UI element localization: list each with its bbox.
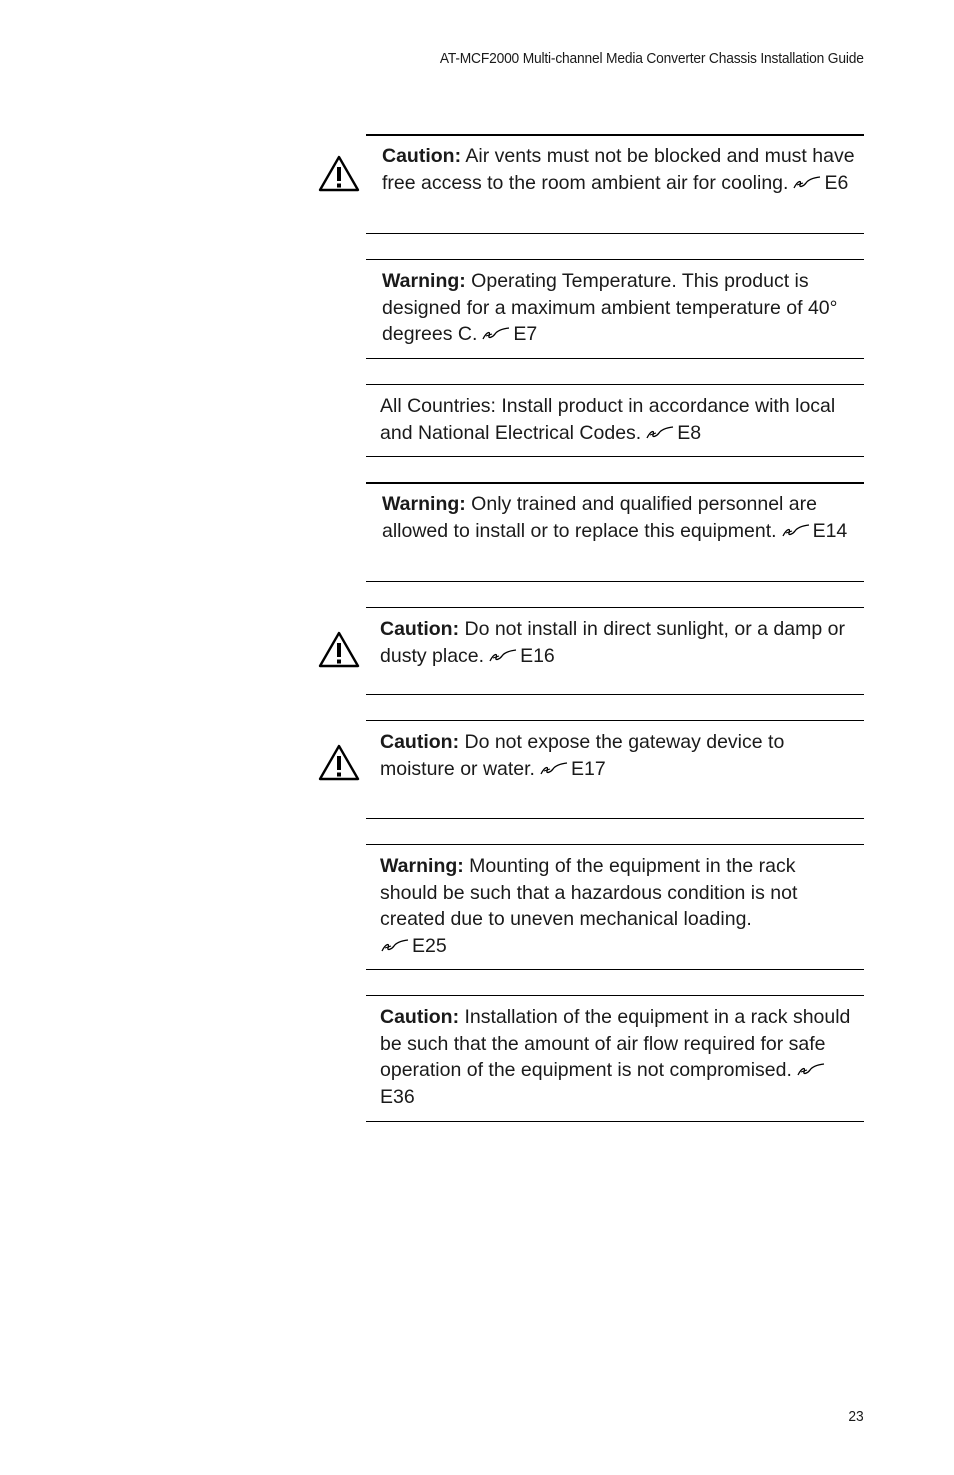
- pen-reference-icon: [539, 762, 569, 776]
- notice-body: Operating Temperature. This product is designed for a maximum ambient temperature of 40° degrees C.: [382, 270, 838, 345]
- notice-ref: E25: [412, 934, 447, 957]
- pen-reference-icon: [380, 939, 410, 953]
- notice-body: Do not expose the gateway device to moisture or water.: [380, 731, 785, 780]
- notice-body: Only trained and qualified personnel are allowed to install or to replace this equipment.: [382, 493, 817, 542]
- notice-caution-e6: [366, 134, 864, 234]
- notice-ref: E8: [677, 421, 702, 444]
- notice-label: Warning:: [382, 493, 466, 515]
- notice-caution-e17: [366, 720, 864, 819]
- notice-label: Caution:: [380, 1006, 460, 1028]
- pen-reference-icon: [645, 426, 675, 440]
- notice-label: Warning:: [380, 855, 464, 877]
- notice-caution-e36: [366, 995, 864, 1122]
- notice-label: Warning:: [382, 270, 466, 292]
- page-number: 23: [848, 1408, 864, 1425]
- pen-reference-icon: [796, 1063, 826, 1077]
- notice-warning-e25: [366, 844, 864, 970]
- notice-ref: E36: [380, 1085, 415, 1108]
- notice-text: [380, 616, 856, 669]
- notice-text: [380, 853, 856, 959]
- notice-body: All Countries: Install product in accordance with local and National Electrical Codes.: [380, 395, 836, 444]
- pen-reference-icon: [792, 176, 822, 190]
- notice-ref: E16: [520, 644, 555, 667]
- pen-reference-icon: [781, 524, 811, 538]
- notice-label: Caution:: [380, 618, 460, 640]
- notice-text: [380, 393, 856, 446]
- notice-text: [382, 143, 856, 196]
- notice-text: [380, 1004, 856, 1110]
- notice-ref: E6: [824, 171, 849, 194]
- notice-warning-e14: [366, 482, 864, 582]
- notice-body: Do not install in direct sunlight, or a damp or dusty place.: [380, 618, 845, 667]
- notice-ref: E14: [812, 519, 848, 542]
- notice-text: [382, 268, 856, 348]
- notice-warning-e7: [366, 259, 864, 359]
- notice-label: Caution:: [380, 731, 460, 753]
- notice-text: [382, 491, 856, 544]
- notice-body: Air vents must not be blocked and must have free access to the room ambient air for cooling.: [382, 145, 855, 194]
- notice-e8: [366, 384, 864, 457]
- pen-reference-icon: [481, 327, 511, 341]
- notice-body: Installation of the equipment in a rack should be such that the amount of air flow required for safe operation of the equipment is not compromised.: [380, 1006, 851, 1081]
- notice-text: [380, 729, 856, 782]
- notice-body: Mounting of the equipment in the rack should be such that a hazardous condition is not created due to uneven mechanical loading.: [380, 855, 798, 930]
- notice-ref: E17: [570, 757, 606, 780]
- caution-triangle-icon: [317, 630, 361, 670]
- pen-reference-icon: [488, 649, 518, 663]
- caution-triangle-icon: [317, 154, 361, 194]
- caution-triangle-icon: [317, 743, 361, 783]
- notice-ref: E7: [513, 323, 538, 345]
- notice-label: Caution:: [382, 145, 462, 167]
- notice-caution-e16: [366, 607, 864, 695]
- running-header: AT-MCF2000 Multi-channel Media Converter Chassis Installation Guide: [440, 50, 864, 67]
